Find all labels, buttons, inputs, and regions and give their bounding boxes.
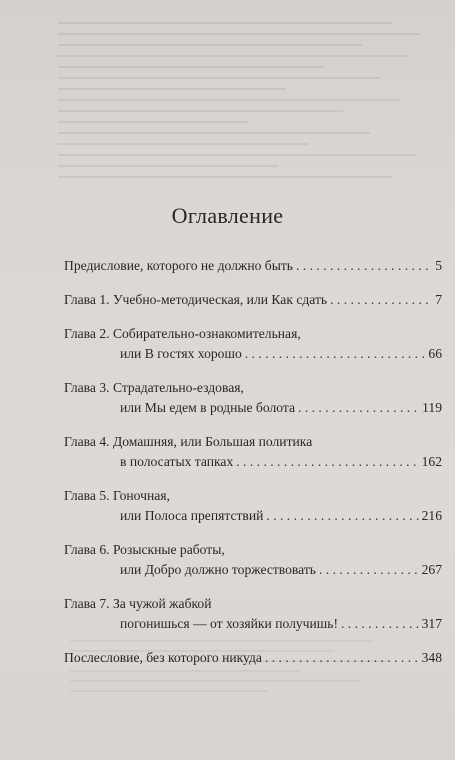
toc-entry-chapter-3[interactable] [64,378,442,418]
dot-leader [266,506,418,526]
toc-page-number: 267 [421,562,442,577]
dot-leader [245,344,426,364]
toc-page-number: 119 [422,400,442,415]
toc-entry-chapter-5[interactable] [64,486,442,526]
toc-entry-title: Послесловие, без которого никуда [64,650,262,665]
chapter-label: Глава 4. [64,434,110,449]
toc-entry-subtitle: или В гостях хорошо [120,346,242,361]
toc-entry-chapter-4[interactable] [64,432,442,472]
toc-entry-foreword[interactable] [64,256,442,276]
toc-heading: Оглавление [171,203,284,228]
toc-entry-title: Домашняя, или Большая политика [112,434,313,449]
dot-leader [319,560,419,580]
chapter-label: Глава 1. [64,292,110,307]
dot-leader [341,614,419,634]
chapter-label: Глава 5. [64,488,110,503]
toc-entry-subtitle: или Мы едем в родные болота [120,400,296,415]
chapter-label: Глава 6. [64,542,110,557]
toc-page-number: 162 [421,454,442,469]
table-of-contents [64,256,442,668]
toc-entry-chapter-2[interactable] [64,324,442,364]
toc-entry-chapter-7[interactable] [64,594,442,634]
toc-page-number: 216 [421,508,442,523]
dot-leader [298,398,419,418]
toc-page-number: 7 [435,292,442,307]
toc-entry-title: Розыскные работы, [112,542,225,557]
toc-entry-subtitle: или Добро должно торжествовать [120,562,316,577]
toc-entry-subtitle: погонишься — от хозяйки получишь! [120,616,338,631]
dot-leader [236,452,418,472]
dot-leader [296,256,432,276]
toc-entry-title: Гоночная, [112,488,170,503]
toc-page-number: 348 [421,650,442,665]
toc-entry-afterword[interactable] [64,648,442,668]
toc-page-number: 66 [428,346,442,361]
dot-leader [265,648,419,668]
chapter-label: Глава 3. [64,380,110,395]
toc-entry-title: Предисловие, которого не должно быть [64,258,293,273]
toc-page-number: 317 [421,616,442,631]
toc-entry-subtitle: в полосатых тапках [120,454,234,469]
toc-entry-title: За чужой жабкой [112,596,212,611]
chapter-label: Глава 2. [64,326,110,341]
chapter-label: Глава 7. [64,596,110,611]
toc-page-number: 5 [435,258,442,273]
toc-entry-chapter-6[interactable] [64,540,442,580]
dot-leader [330,290,432,310]
toc-entry-chapter-1[interactable] [64,290,442,310]
toc-entry-title: Страдательно-ездовая, [112,380,244,395]
toc-entry-title: Собирательно-ознакомительная, [112,326,301,341]
toc-entry-title: Учебно-методическая, или Как сдать [112,292,328,307]
toc-entry-subtitle: или Полоса препятствий [120,508,264,523]
